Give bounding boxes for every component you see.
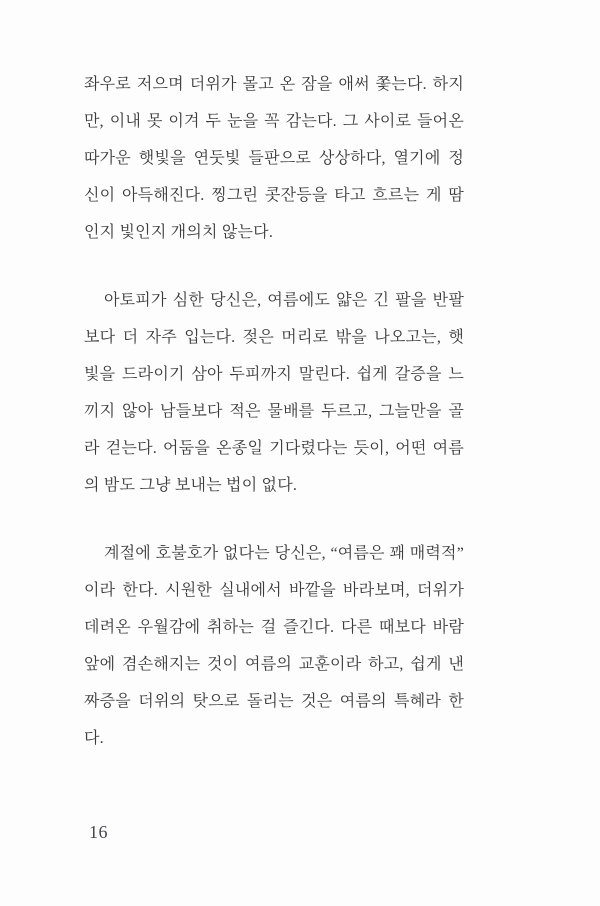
paragraph bbox=[84, 66, 464, 251]
text-line: 보다 더 자주 입는다. 젖은 머리로 밖을 나오고는, 햇 bbox=[84, 329, 464, 346]
text-line: 신이 아득해진다. 찡그린 콧잔등을 타고 흐르는 게 땀 bbox=[84, 187, 464, 204]
text-line: 빛을 드라이기 삼아 두피까지 말린다. 쉽게 갈증을 느 bbox=[84, 366, 464, 383]
paragraph bbox=[84, 282, 464, 504]
text-line: 라 걷는다. 어둠을 온종일 기다렸다는 듯이, 어떤 여름 bbox=[84, 440, 464, 457]
text-line: 인지 빛인지 개의치 않는다. bbox=[84, 224, 274, 241]
text-line: 이라 한다. 시원한 실내에서 바깥을 바라보며, 더위가 bbox=[84, 582, 464, 599]
text-line: 다. bbox=[84, 730, 104, 747]
text-line: 좌우로 저으며 더위가 몰고 온 잠을 애써 쫓는다. 하지 bbox=[84, 76, 464, 93]
text-block bbox=[84, 66, 464, 757]
text-line: 앞에 겸손해지는 것이 여름의 교훈이라 하고, 쉽게 낸 bbox=[84, 656, 464, 673]
text-line: 만, 이내 못 이겨 두 눈을 꼭 감는다. 그 사이로 들어온 bbox=[84, 113, 464, 130]
paragraph bbox=[84, 535, 464, 757]
text-line: 의 밤도 그냥 보내는 법이 없다. bbox=[84, 477, 298, 494]
text-line: 따가운 햇빛을 연둣빛 들판으로 상상하다, 열기에 정 bbox=[84, 150, 464, 167]
page-number: 16 bbox=[89, 822, 108, 842]
text-line: 끼지 않아 남들보다 적은 물배를 두르고, 그늘만을 골 bbox=[84, 403, 464, 420]
text-line: 짜증을 더위의 탓으로 돌리는 것은 여름의 특혜라 한 bbox=[84, 693, 464, 710]
text-line: 데려온 우월감에 취하는 걸 즐긴다. 다른 때보다 바람 bbox=[84, 619, 464, 636]
text-line: 계절에 호불호가 없다는 당신은, “여름은 꽤 매력적” bbox=[104, 545, 464, 562]
text-line: 아토피가 심한 당신은, 여름에도 얇은 긴 팔을 반팔 bbox=[104, 292, 464, 309]
